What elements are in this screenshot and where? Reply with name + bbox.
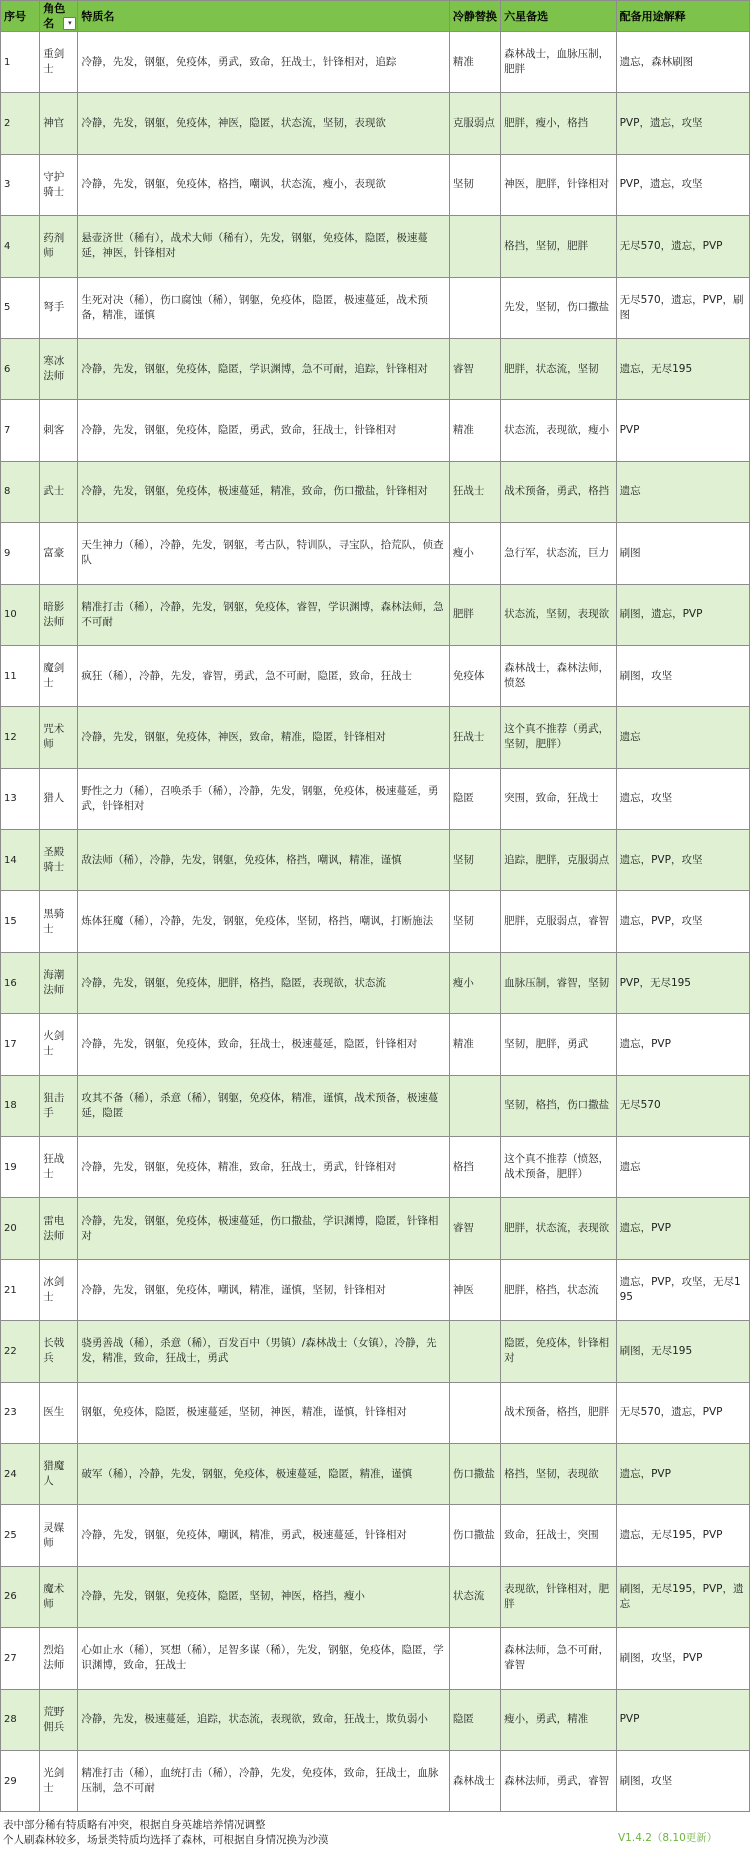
- table-row: [1, 891, 750, 952]
- cell-role[interactable]: 武士: [40, 461, 78, 522]
- cell-calm-alt[interactable]: 伤口撒盐: [449, 1443, 500, 1504]
- cell-no[interactable]: 15: [1, 891, 40, 952]
- cell-role[interactable]: 火剑士: [40, 1014, 78, 1075]
- cell-role[interactable]: 圣殿骑士: [40, 830, 78, 891]
- cell-calm-alt[interactable]: 睿智: [449, 1198, 500, 1259]
- table-row: [1, 707, 750, 768]
- cell-usage[interactable]: PVP，遗忘，攻坚: [616, 93, 749, 154]
- cell-usage[interactable]: 遗忘，无尽195: [616, 338, 749, 399]
- cell-usage[interactable]: 遗忘，PVP: [616, 1014, 749, 1075]
- header-role[interactable]: [40, 1, 78, 32]
- cell-usage[interactable]: 遗忘，PVP，攻坚: [616, 830, 749, 891]
- cell-traits[interactable]: 精准打击（稀），冷静，先发，钢躯，免疫体，睿智，学识渊博，森林法师，急不可耐: [78, 584, 450, 645]
- cell-no[interactable]: 20: [1, 1198, 40, 1259]
- cell-calm-alt[interactable]: 精准: [449, 400, 500, 461]
- cell-usage[interactable]: 刷图，遗忘，PVP: [616, 584, 749, 645]
- cell-no[interactable]: 1: [1, 32, 40, 93]
- cell-no[interactable]: 27: [1, 1628, 40, 1689]
- cell-six-star[interactable]: 坚韧，肥胖，勇武: [501, 1014, 617, 1075]
- cell-no[interactable]: 23: [1, 1382, 40, 1443]
- cell-calm-alt[interactable]: 精准: [449, 1014, 500, 1075]
- cell-calm-alt[interactable]: [449, 1075, 500, 1136]
- table-row: [1, 1198, 750, 1259]
- table-row: [1, 1443, 750, 1504]
- cell-six-star[interactable]: 坚韧，格挡，伤口撒盐: [501, 1075, 617, 1136]
- cell-traits[interactable]: 悬壶济世（稀有），战术大师（稀有），先发，钢躯，免疫体，隐匿，极速蔓延，神医，针锋相对: [78, 216, 450, 277]
- cell-six-star[interactable]: 格挡，坚韧，肥胖: [501, 216, 617, 277]
- table-row: [1, 768, 750, 829]
- cell-usage[interactable]: 遗忘: [616, 707, 749, 768]
- cell-role[interactable]: 长戟兵: [40, 1321, 78, 1382]
- cell-traits[interactable]: 天生神力（稀），冷静，先发，钢躯，考古队，特训队，寻宝队，拾荒队，侦查队: [78, 523, 450, 584]
- cell-no[interactable]: 13: [1, 768, 40, 829]
- table-row: [1, 1259, 750, 1320]
- cell-six-star[interactable]: 战术预备，勇武，格挡: [501, 461, 617, 522]
- notes-cell[interactable]: [0, 1814, 620, 1858]
- cell-traits[interactable]: 冷静，先发，钢躯，免疫体，精准，致命，狂战士，勇武，针锋相对: [78, 1137, 450, 1198]
- cell-usage[interactable]: 刷图，无尽195，PVP，遗忘: [616, 1566, 749, 1627]
- note-line-2: 个人刷森林较多，场景类特质均选择了森林，可根据自身情况换为沙漠: [3, 1834, 329, 1846]
- cell-calm-alt[interactable]: 睿智: [449, 338, 500, 399]
- cell-six-star[interactable]: 表现欲，针锋相对，肥胖: [501, 1566, 617, 1627]
- cell-six-star[interactable]: 先发，坚韧，伤口撒盐: [501, 277, 617, 338]
- cell-six-star[interactable]: 神医，肥胖，针锋相对: [501, 154, 617, 215]
- cell-traits[interactable]: 精准打击（稀），血统打击（稀），冷静，先发，免疫体，致命，狂战士，血脉压制，急不可耐: [78, 1750, 450, 1811]
- header-row: [1, 1, 750, 32]
- header-usage[interactable]: 配备用途解释: [616, 1, 749, 32]
- cell-traits[interactable]: 炼体狂魔（稀），冷静，先发，钢躯，免疫体，坚韧，格挡，嘲讽，打断施法: [78, 891, 450, 952]
- cell-six-star[interactable]: 急行军，状态流，巨力: [501, 523, 617, 584]
- cell-traits[interactable]: 骁勇善战（稀），杀意（稀），百发百中（男镇）/森林战士（女镇），冷静，先发，精准，致命，狂战士，勇武: [78, 1321, 450, 1382]
- cell-usage[interactable]: 无尽570，遗忘，PVP: [616, 1382, 749, 1443]
- cell-calm-alt[interactable]: [449, 1321, 500, 1382]
- cell-no[interactable]: 7: [1, 400, 40, 461]
- cell-traits[interactable]: 破军（稀），冷静，先发，钢躯，免疫体，极速蔓延，隐匿，精准，谨慎: [78, 1443, 450, 1504]
- cell-calm-alt[interactable]: 狂战士: [449, 461, 500, 522]
- cell-traits[interactable]: 冷静，先发，钢躯，免疫体，神医，隐匿，状态流，坚韧，表现欲: [78, 93, 450, 154]
- cell-calm-alt[interactable]: [449, 1382, 500, 1443]
- table-row: [1, 1689, 750, 1750]
- cell-six-star[interactable]: 格挡，坚韧，表现欲: [501, 1443, 617, 1504]
- header-no[interactable]: 序号: [1, 1, 40, 32]
- table-row: [1, 338, 750, 399]
- cell-traits[interactable]: 冷静，先发，钢躯，免疫体，勇武，致命，狂战士，针锋相对，追踪: [78, 32, 450, 93]
- cell-six-star[interactable]: 肥胖，状态流，坚韧: [501, 338, 617, 399]
- cell-calm-alt[interactable]: 瘦小: [449, 523, 500, 584]
- cell-role[interactable]: 咒术师: [40, 707, 78, 768]
- cell-usage[interactable]: 无尽570，遗忘，PVP: [616, 216, 749, 277]
- cell-traits[interactable]: 冷静，先发，钢躯，免疫体，极速蔓延，伤口撒盐，学识渊博，隐匿，针锋相对: [78, 1198, 450, 1259]
- cell-traits[interactable]: 冷静，先发，钢躯，免疫体，格挡，嘲讽，状态流，瘦小，表现欲: [78, 154, 450, 215]
- cell-usage[interactable]: 刷图，攻坚，PVP: [616, 1628, 749, 1689]
- cell-six-star[interactable]: 战术预备，格挡，肥胖: [501, 1382, 617, 1443]
- cell-usage[interactable]: 刷图，攻坚: [616, 1750, 749, 1811]
- cell-role[interactable]: 魔剑士: [40, 645, 78, 706]
- cell-usage[interactable]: 遗忘，森林刷图: [616, 32, 749, 93]
- cell-six-star[interactable]: 森林战士，森林法师，愤怒: [501, 645, 617, 706]
- cell-role[interactable]: 守护骑士: [40, 154, 78, 215]
- table-row: [1, 645, 750, 706]
- cell-usage[interactable]: 遗忘，PVP: [616, 1198, 749, 1259]
- table-row: [1, 1566, 750, 1627]
- cell-traits[interactable]: 冷静，先发，钢躯，免疫体，嘲讽，精准，勇武，极速蔓延，针锋相对: [78, 1505, 450, 1566]
- table-row: [1, 584, 750, 645]
- cell-traits[interactable]: 冷静，先发，钢躯，免疫体，肥胖，格挡，隐匿，表现欲，状态流: [78, 952, 450, 1013]
- cell-traits[interactable]: 冷静，先发，极速蔓延，追踪，状态流，表现欲，致命，狂战士，欺负弱小: [78, 1689, 450, 1750]
- cell-calm-alt[interactable]: 森林战士: [449, 1750, 500, 1811]
- cell-usage[interactable]: 遗忘，PVP: [616, 1443, 749, 1504]
- cell-six-star[interactable]: 瘦小，勇武，精准: [501, 1689, 617, 1750]
- table-row: [1, 1075, 750, 1136]
- cell-calm-alt[interactable]: [449, 216, 500, 277]
- cell-calm-alt[interactable]: 克服弱点: [449, 93, 500, 154]
- cell-traits[interactable]: 敌法师（稀），冷静，先发，钢躯，免疫体，格挡，嘲讽，精准，谨慎: [78, 830, 450, 891]
- table-row: [1, 32, 750, 93]
- cell-six-star[interactable]: 肥胖，格挡，状态流: [501, 1259, 617, 1320]
- table-row: [1, 400, 750, 461]
- table-row: [1, 93, 750, 154]
- cell-traits[interactable]: 冷静，先发，钢躯，免疫体，嘲讽，精准，谨慎，坚韧，针锋相对: [78, 1259, 450, 1320]
- cell-role[interactable]: 荒野佣兵: [40, 1689, 78, 1750]
- cell-role[interactable]: 富豪: [40, 523, 78, 584]
- cell-calm-alt[interactable]: 坚韧: [449, 154, 500, 215]
- cell-six-star[interactable]: 致命，狂战士，突围: [501, 1505, 617, 1566]
- cell-calm-alt[interactable]: 伤口撒盐: [449, 1505, 500, 1566]
- header-role-label: 角色名: [43, 2, 66, 30]
- cell-role[interactable]: 光剑士: [40, 1750, 78, 1811]
- cell-six-star[interactable]: 隐匿，免疫体，针锋相对: [501, 1321, 617, 1382]
- cell-no[interactable]: 21: [1, 1259, 40, 1320]
- cell-no[interactable]: 8: [1, 461, 40, 522]
- cell-no[interactable]: 18: [1, 1075, 40, 1136]
- cell-role[interactable]: 刺客: [40, 400, 78, 461]
- cell-role[interactable]: 神官: [40, 93, 78, 154]
- cell-usage[interactable]: PVP: [616, 400, 749, 461]
- cell-usage[interactable]: PVP，无尽195: [616, 952, 749, 1013]
- cell-role[interactable]: 海潮法师: [40, 952, 78, 1013]
- cell-traits[interactable]: 冷静，先发，钢躯，免疫体，隐匿，坚韧，神医，格挡，瘦小: [78, 1566, 450, 1627]
- cell-calm-alt[interactable]: [449, 1628, 500, 1689]
- cell-no[interactable]: 25: [1, 1505, 40, 1566]
- cell-calm-alt[interactable]: 狂战士: [449, 707, 500, 768]
- cell-traits[interactable]: 生死对决（稀），伤口腐蚀（稀），钢躯，免疫体，隐匿，极速蔓延，战术预备，精准，谨慎: [78, 277, 450, 338]
- version-label: V1.4.2（8.10更新）: [618, 1832, 718, 1844]
- cell-usage[interactable]: 刷图，无尽195: [616, 1321, 749, 1382]
- cell-no[interactable]: 3: [1, 154, 40, 215]
- cell-role[interactable]: 黑骑士: [40, 891, 78, 952]
- note-line-1: 表中部分稀有特质略有冲突，根据自身英雄培养情况调整: [3, 1819, 266, 1831]
- cell-no[interactable]: 19: [1, 1137, 40, 1198]
- cell-traits[interactable]: 冷静，先发，钢躯，免疫体，极速蔓延，精准，致命，伤口撒盐，针锋相对: [78, 461, 450, 522]
- cell-no[interactable]: 16: [1, 952, 40, 1013]
- cell-usage[interactable]: 刷图，攻坚: [616, 645, 749, 706]
- cell-usage[interactable]: 遗忘，无尽195，PVP: [616, 1505, 749, 1566]
- cell-role[interactable]: 医生: [40, 1382, 78, 1443]
- cell-role[interactable]: 重剑士: [40, 32, 78, 93]
- cell-usage[interactable]: 遗忘: [616, 461, 749, 522]
- cell-usage[interactable]: 无尽570: [616, 1075, 749, 1136]
- cell-role[interactable]: 魔术师: [40, 1566, 78, 1627]
- cell-no[interactable]: 14: [1, 830, 40, 891]
- table-row: [1, 830, 750, 891]
- cell-usage[interactable]: 刷图: [616, 523, 749, 584]
- cell-no[interactable]: 12: [1, 707, 40, 768]
- cell-role[interactable]: 寒冰法师: [40, 338, 78, 399]
- cell-no[interactable]: 9: [1, 523, 40, 584]
- cell-usage[interactable]: 无尽570，遗忘，PVP，刷图: [616, 277, 749, 338]
- cell-calm-alt[interactable]: 精准: [449, 32, 500, 93]
- cell-traits[interactable]: 疯狂（稀），冷静，先发，睿智，勇武，急不可耐，隐匿，致命，狂战士: [78, 645, 450, 706]
- table-row: [1, 216, 750, 277]
- cell-usage[interactable]: 遗忘，PVP，攻坚，无尽195: [616, 1259, 749, 1320]
- cell-traits[interactable]: 冷静，先发，钢躯，免疫体，致命，狂战士，极速蔓延，隐匿，针锋相对: [78, 1014, 450, 1075]
- cell-traits[interactable]: 钢躯，免疫体，隐匿，极速蔓延，坚韧，神医，精准，谨慎，针锋相对: [78, 1382, 450, 1443]
- cell-calm-alt[interactable]: 隐匿: [449, 1689, 500, 1750]
- table-row: [1, 523, 750, 584]
- cell-calm-alt[interactable]: 格挡: [449, 1137, 500, 1198]
- cell-no[interactable]: 24: [1, 1443, 40, 1504]
- cell-no[interactable]: 28: [1, 1689, 40, 1750]
- cell-role[interactable]: 冰剑士: [40, 1259, 78, 1320]
- cell-no[interactable]: 5: [1, 277, 40, 338]
- filter-dropdown-icon[interactable]: ▾: [63, 17, 76, 30]
- cell-role[interactable]: 雷电法师: [40, 1198, 78, 1259]
- cell-role[interactable]: 猎魔人: [40, 1443, 78, 1504]
- table-row: [1, 461, 750, 522]
- cell-no[interactable]: 4: [1, 216, 40, 277]
- table-row: [1, 154, 750, 215]
- cell-traits[interactable]: 冷静，先发，钢躯，免疫体，神医，致命，精准，隐匿，针锋相对: [78, 707, 450, 768]
- cell-no[interactable]: 22: [1, 1321, 40, 1382]
- cell-calm-alt[interactable]: 免疫体: [449, 645, 500, 706]
- cell-no[interactable]: 6: [1, 338, 40, 399]
- table-row: [1, 952, 750, 1013]
- table-row: [1, 1321, 750, 1382]
- cell-role[interactable]: 狙击手: [40, 1075, 78, 1136]
- cell-calm-alt[interactable]: 肥胖: [449, 584, 500, 645]
- cell-role[interactable]: 烈焰法师: [40, 1628, 78, 1689]
- cell-traits[interactable]: 冷静，先发，钢躯，免疫体，隐匿，学识渊博，急不可耐，追踪，针锋相对: [78, 338, 450, 399]
- table-row: [1, 277, 750, 338]
- cell-six-star[interactable]: 状态流，坚韧，表现欲: [501, 584, 617, 645]
- cell-six-star[interactable]: 这个真不推荐（勇武，坚韧，肥胖）: [501, 707, 617, 768]
- cell-calm-alt[interactable]: 瘦小: [449, 952, 500, 1013]
- table-row: [1, 1137, 750, 1198]
- cell-no[interactable]: 17: [1, 1014, 40, 1075]
- cell-calm-alt[interactable]: 坚韧: [449, 891, 500, 952]
- cell-role[interactable]: 狂战士: [40, 1137, 78, 1198]
- table-row: [1, 1750, 750, 1811]
- cell-role[interactable]: 猎人: [40, 768, 78, 829]
- cell-usage[interactable]: PVP: [616, 1689, 749, 1750]
- cell-six-star[interactable]: 肥胖，克服弱点，睿智: [501, 891, 617, 952]
- cell-calm-alt[interactable]: 隐匿: [449, 768, 500, 829]
- cell-traits[interactable]: 野性之力（稀），召唤杀手（稀），冷静，先发，钢躯，免疫体，极速蔓延，勇武，针锋相对: [78, 768, 450, 829]
- cell-traits[interactable]: 冷静，先发，钢躯，免疫体，隐匿，勇武，致命，狂战士，针锋相对: [78, 400, 450, 461]
- cell-no[interactable]: 10: [1, 584, 40, 645]
- cell-no[interactable]: 2: [1, 93, 40, 154]
- table-row: [1, 1382, 750, 1443]
- cell-usage[interactable]: 遗忘，PVP，攻坚: [616, 891, 749, 952]
- cell-six-star[interactable]: 追踪，肥胖，克服弱点: [501, 830, 617, 891]
- cell-six-star[interactable]: 肥胖，瘦小，格挡: [501, 93, 617, 154]
- cell-role[interactable]: 药剂师: [40, 216, 78, 277]
- cell-usage[interactable]: 遗忘，攻坚: [616, 768, 749, 829]
- cell-usage[interactable]: PVP，遗忘，攻坚: [616, 154, 749, 215]
- cell-calm-alt[interactable]: 神医: [449, 1259, 500, 1320]
- table-row: [1, 1628, 750, 1689]
- cell-six-star[interactable]: 森林法师，勇武，睿智: [501, 1750, 617, 1811]
- cell-six-star[interactable]: 这个真不推荐（愤怒，战术预备，肥胖）: [501, 1137, 617, 1198]
- table-body: [1, 32, 750, 1812]
- cell-role[interactable]: 灵媒师: [40, 1505, 78, 1566]
- cell-six-star[interactable]: 突围，致命，狂战士: [501, 768, 617, 829]
- cell-six-star[interactable]: 森林战士，血脉压制，肥胖: [501, 32, 617, 93]
- header-traits[interactable]: 特质名: [78, 1, 450, 32]
- cell-no[interactable]: 11: [1, 645, 40, 706]
- table-row: [1, 1505, 750, 1566]
- cell-no[interactable]: 29: [1, 1750, 40, 1811]
- cell-six-star[interactable]: 血脉压制，睿智，坚韧: [501, 952, 617, 1013]
- header-six-star[interactable]: 六星备选: [501, 1, 617, 32]
- cell-usage[interactable]: 遗忘: [616, 1137, 749, 1198]
- cell-six-star[interactable]: 状态流，表现欲，瘦小: [501, 400, 617, 461]
- cell-six-star[interactable]: 肥胖，状态流，表现欲: [501, 1198, 617, 1259]
- cell-calm-alt[interactable]: [449, 277, 500, 338]
- cell-calm-alt[interactable]: 状态流: [449, 1566, 500, 1627]
- header-calm-alt[interactable]: 冷静替换: [449, 1, 500, 32]
- cell-role[interactable]: 暗影法师: [40, 584, 78, 645]
- cell-calm-alt[interactable]: 坚韧: [449, 830, 500, 891]
- cell-role[interactable]: 弩手: [40, 277, 78, 338]
- cell-no[interactable]: 26: [1, 1566, 40, 1627]
- cell-traits[interactable]: 攻其不备（稀），杀意（稀），钢躯，免疫体，精准，谨慎，战术预备，极速蔓延，隐匿: [78, 1075, 450, 1136]
- cell-six-star[interactable]: 森林法师，急不可耐，睿智: [501, 1628, 617, 1689]
- table-row: [1, 1014, 750, 1075]
- cell-traits[interactable]: 心如止水（稀），冥想（稀），足智多谋（稀），先发，钢躯，免疫体，隐匿，学识渊博，致命，狂战士: [78, 1628, 450, 1689]
